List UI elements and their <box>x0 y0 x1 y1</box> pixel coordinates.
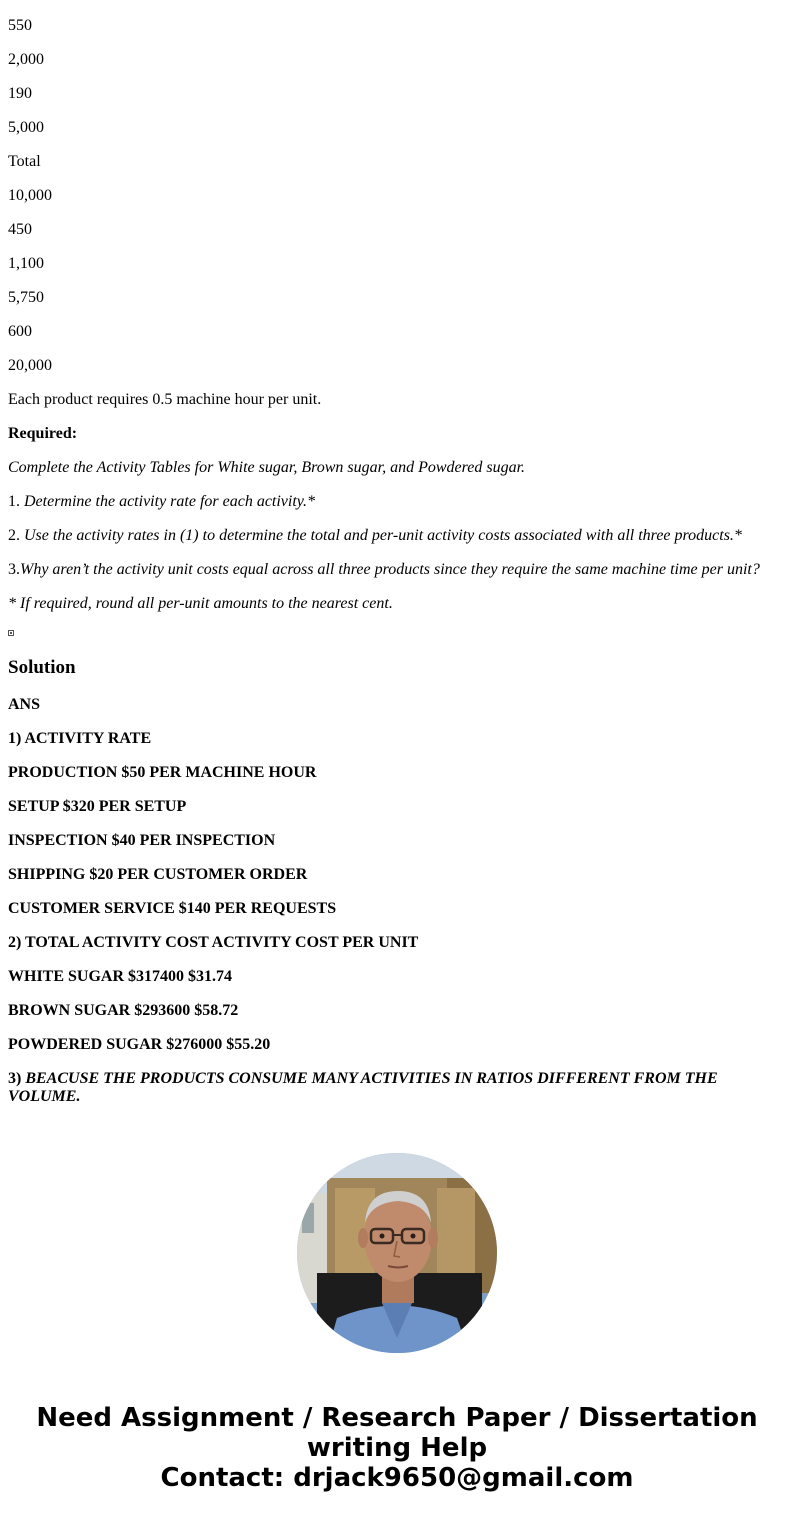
instruction-text: Complete the Activity Tables for White sugar, Brown sugar, and Powdered sugar. <box>8 459 526 476</box>
rate-shipping: SHIPPING $20 PER CUSTOMER ORDER <box>8 866 308 883</box>
list-value: 5,000 <box>8 119 44 136</box>
required-label: Required: <box>8 425 78 442</box>
list-value: 1,100 <box>8 255 44 272</box>
rate-inspection: INSPECTION $40 PER INSPECTION <box>8 832 276 849</box>
answer-text: BEACUSE THE PRODUCTS CONSUME MANY ACTIVITIES IN RATIOS DIFFERENT FROM THE VOLUME. <box>8 1070 718 1105</box>
promo-line: Need Assignment / Research Paper / Dissertation <box>36 1403 758 1433</box>
question-text: Why aren’t the activity unit costs equal across all three products since they require the same machine time per unit? <box>20 561 760 578</box>
activity-cost-heading: 2) TOTAL ACTIVITY COST ACTIVITY COST PER UNIT <box>8 934 419 951</box>
portrait-photo <box>297 1153 497 1353</box>
list-value: 450 <box>8 221 32 238</box>
list-value: 550 <box>8 17 32 34</box>
question-2 <box>8 527 778 545</box>
question-text: Use the activity rates in (1) to determine the total and per-unit activity costs associated with all three products.* <box>24 527 742 544</box>
rate-production: PRODUCTION $50 PER MACHINE HOUR <box>8 764 317 781</box>
machine-hour-note: Each product requires 0.5 machine hour per unit. <box>8 391 322 408</box>
question-1 <box>8 493 778 511</box>
broken-image-icon <box>8 630 14 636</box>
activity-rate-heading: 1) ACTIVITY RATE <box>8 730 152 747</box>
list-value: 5,750 <box>8 289 44 306</box>
promo-line: writing Help <box>306 1433 488 1463</box>
footnote: * If required, round all per-unit amounts to the nearest cent. <box>8 595 393 612</box>
question-number: 2. <box>8 527 24 544</box>
question-number: 3. <box>8 561 20 578</box>
question-3 <box>8 561 778 579</box>
rate-setup: SETUP $320 PER SETUP <box>8 798 187 815</box>
list-value: 10,000 <box>8 187 52 204</box>
cost-brown-sugar: BROWN SUGAR $293600 $58.72 <box>8 1002 239 1019</box>
list-value: 600 <box>8 323 32 340</box>
question-text: Determine the activity rate for each activity.* <box>24 493 316 510</box>
promo-contact: Contact: drjack9650@gmail.com <box>160 1463 634 1493</box>
answer-number: 3) <box>8 1070 26 1087</box>
list-value: Total <box>8 153 41 170</box>
rate-customer-service: CUSTOMER SERVICE $140 PER REQUESTS <box>8 900 337 917</box>
answer-3 <box>8 1070 778 1106</box>
avatar <box>297 1153 497 1353</box>
solution-heading: Solution <box>8 657 76 678</box>
promo-banner <box>0 1403 794 1493</box>
list-value: 2,000 <box>8 51 44 68</box>
ans-label: ANS <box>8 696 41 713</box>
cost-white-sugar: WHITE SUGAR $317400 $31.74 <box>8 968 233 985</box>
cost-powdered-sugar: POWDERED SUGAR $276000 $55.20 <box>8 1036 271 1053</box>
list-value: 190 <box>8 85 32 102</box>
list-value: 20,000 <box>8 357 52 374</box>
question-number: 1. <box>8 493 24 510</box>
